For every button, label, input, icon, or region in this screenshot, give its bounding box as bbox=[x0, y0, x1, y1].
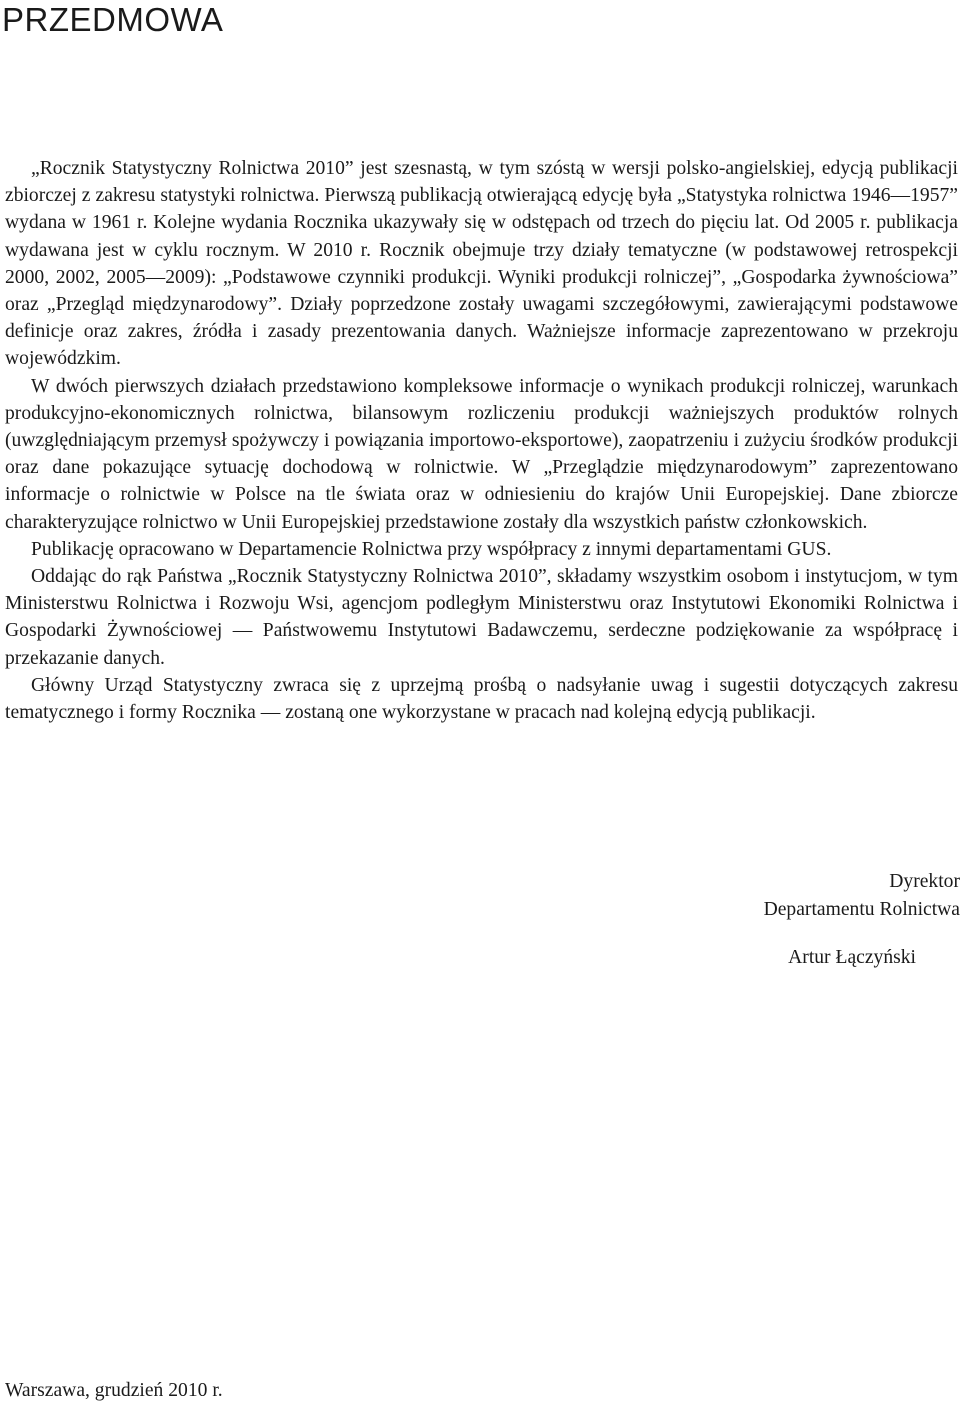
paragraph-acknowledgements: Oddając do rąk Państwa „Rocznik Statystyczny Rolnictwa 2010”, składamy wszystkim osobom i instytucjom, w tym Ministerstwu Rolnictwa i Rozwoju Wsi, agencjom podległym Ministerstwu oraz Instytutowi Ekonomiki Rolnictwa i Gospodarki Żywnościowej — Państwowemu Instytutowi Badawczemu, serdeczne podziękowanie za współpracę i przekazanie danych. bbox=[5, 566, 958, 669]
paragraph-authorship: Publikację opracowano w Departamencie Rolnictwa przy współpracy z innymi departamentami GUS. bbox=[31, 538, 832, 560]
signature-block bbox=[660, 868, 960, 972]
signature-department: Departamentu Rolnictwa bbox=[763, 898, 960, 920]
paragraph-intro: „Rocznik Statystyczny Rolnictwa 2010” jest szesnastą, w tym szóstą w wersji polsko-angielskiej, edycją publikacji zbiorczej z zakresu statystyki rolnictwa. Pierwszą publikacją otwierającą edycję była „Statystyka rolnictwa 1946—1957” wydana w 1961 r. Kolejne wydania Rocznika ukazywały się w odstępach od trzech do pięciu lat. Od 2005 r. publikacja wydawana jest w cyklu rocznym. W 2010 r. Rocznik obejmuje trzy działy tematyczne (w podstawowej retrospekcji 2000, 2002, 2005—2009): „Podstawowe czynniki produkcji. Wyniki produkcji rolniczej”, „Gospodarka żywnościowa” oraz „Przegląd międzynarodowy”. Działy poprzedzone zostały uwagami szczegółowymi, zawierającymi podstawowe definicje oraz zakres, źródła i zasady prezentowania danych. Ważniejsze informacje zaprezentowano w przekroju wojewódzkim. bbox=[5, 158, 958, 370]
signature-role: Dyrektor bbox=[889, 871, 960, 892]
paragraph-sections: W dwóch pierwszych działach przedstawiono kompleksowe informacje o wynikach produkcji rolniczej, warunkach produkcyjno-ekonomicznych rolnictwa, bilansowym rozliczeniu produkcji ważniejszych produktów rolnych (uwzględniającym przemysł spożywczy i powiązania importowo-eksportowe), zaopatrzeniu i zużyciu środków produkcji oraz dane pokazujące sytuację dochodową w rolnictwie. W „Przeglądzie międzynarodowym” zaprezentowano informacje o rolnictwie w Polsce na tle świata oraz w odniesieniu do krajów Unii Europejskiej. Dane zbiorcze charakteryzujące rolnictwo w Unii Europejskiej przedstawione zostały dla wszystkich państw członkowskich. bbox=[5, 375, 958, 533]
signature-name: Artur Łączyński bbox=[788, 947, 916, 968]
place-and-date: Warszawa, grudzień 2010 r. bbox=[5, 1380, 223, 1401]
page-title: PRZEDMOWA bbox=[2, 1, 224, 38]
preface-body bbox=[5, 155, 958, 726]
paragraph-feedback-request: Główny Urząd Statystyczny zwraca się z uprzejmą prośbą o nadsyłanie uwag i sugestii dotyczących zakresu tematycznego i formy Rocznika — zostaną one wykorzystane w pracach nad kolejną edycją publikacji. bbox=[5, 674, 958, 724]
